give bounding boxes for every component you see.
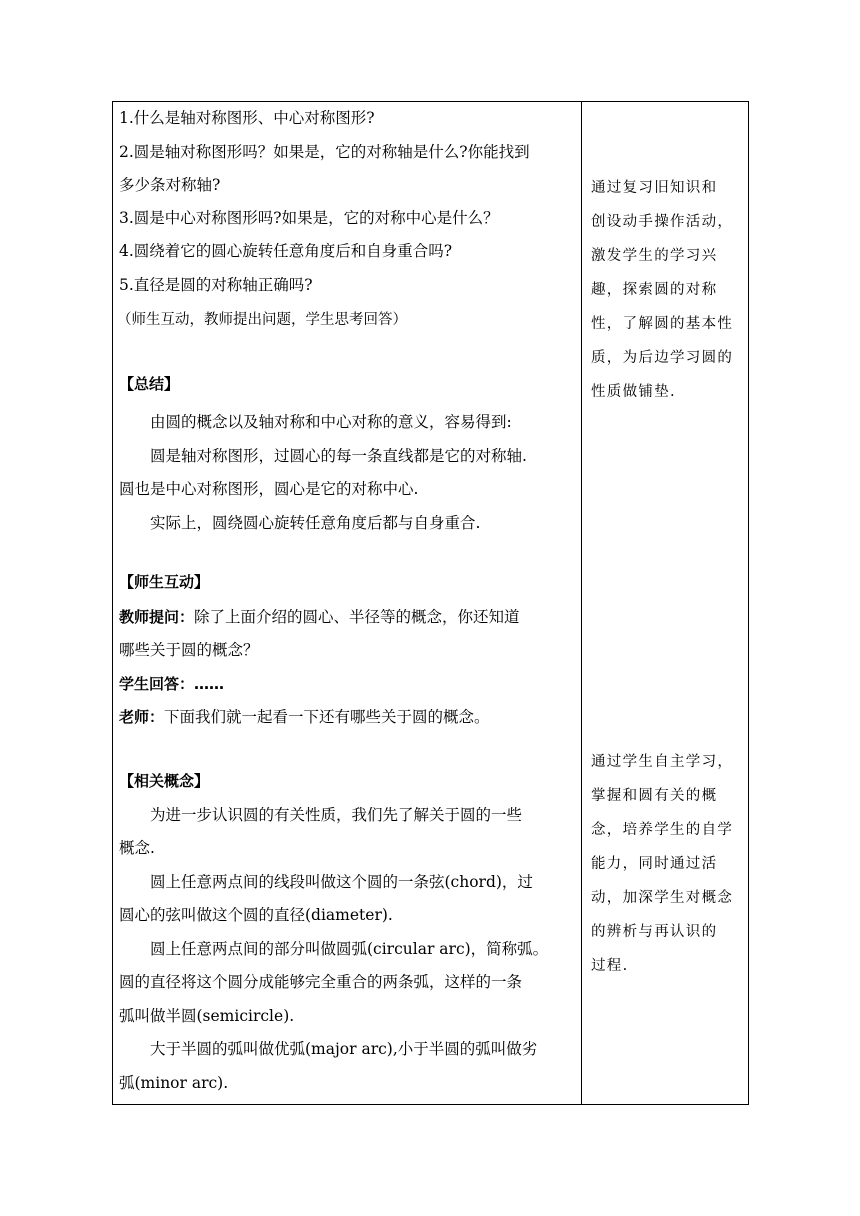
interaction-note: （师生互动，教师提出问题，学生思考回答） — [117, 312, 407, 328]
concepts-line-7: 弧叫做半圆(semicircle). — [119, 1007, 295, 1025]
note2-line-5: 动，加深学生对概念 — [591, 890, 734, 906]
teacher-question-text: 除了上面介绍的圆心、半径等的概念，你还知道 — [194, 608, 520, 626]
student-answer-text: …… — [194, 675, 225, 693]
concepts-line-8: 大于半圆的弧叫做优弧(major arc),小于半圆的弧叫做劣 — [150, 1040, 538, 1058]
question-3: 3.圆是中心对称图形吗?如果是，它的对称中心是什么？ — [119, 209, 499, 227]
summary-line-4: 实际上，圆绕圆心旋转任意角度后都与自身重合. — [150, 514, 481, 532]
interaction-heading: 【师生互动】 — [119, 573, 210, 591]
concepts-line-2: 概念. — [119, 839, 155, 857]
note2-line-1: 通过学生自主学习， — [591, 754, 734, 770]
note1-line-4: 趣，探索圆的对称 — [591, 282, 718, 298]
concepts-line-1: 为进一步认识圆的有关性质，我们先了解关于圆的一些 — [150, 806, 523, 824]
note1-line-5: 性，了解圆的基本性 — [591, 316, 734, 332]
student-answer-label: 学生回答： — [119, 675, 195, 693]
concepts-line-6: 圆的直径将这个圆分成能够完全重合的两条弧，这样的一条 — [119, 973, 523, 991]
note2-line-3: 念，培养学生的自学 — [591, 822, 734, 838]
lesson-table — [112, 101, 749, 1105]
question-4: 4.圆绕着它的圆心旋转任意角度后和自身重合吗? — [119, 242, 453, 260]
teacher-question-label: 教师提问： — [119, 608, 195, 626]
concepts-line-3: 圆上任意两点间的线段叫做这个圆的一条弦(chord)，过 — [150, 873, 533, 891]
concepts-heading: 【相关概念】 — [119, 772, 210, 790]
column-divider — [581, 102, 582, 1104]
note1-line-6: 质，为后边学习圆的 — [591, 350, 734, 366]
concepts-line-9: 弧(minor arc). — [119, 1074, 229, 1092]
note1-line-7: 性质做铺垫. — [591, 384, 676, 400]
summary-line-1: 由圆的概念以及轴对称和中心对称的意义，容易得到: — [150, 413, 512, 431]
student-answer — [119, 674, 224, 694]
note1-line-2: 创设动手操作活动， — [591, 214, 734, 230]
note1-line-3: 激发学生的学习兴 — [591, 248, 718, 264]
question-2: 2.圆是轴对称图形吗？如果是，它的对称轴是什么?你能找到 — [119, 143, 530, 161]
question-5: 5.直径是圆的对称轴正确吗? — [119, 276, 313, 294]
note2-line-7: 过程. — [591, 958, 629, 974]
summary-heading: 【总结】 — [119, 375, 180, 393]
question-1: 1.什么是轴对称图形、中心对称图形? — [119, 109, 375, 127]
note2-line-6: 的辨析与再认识的 — [591, 924, 718, 940]
concepts-line-5: 圆上任意两点间的部分叫做圆弧(circular arc)，简称弧。 — [150, 940, 549, 958]
teacher-statement — [119, 707, 490, 727]
note1-line-1: 通过复习旧知识和 — [591, 180, 718, 196]
note2-line-4: 能力，同时通过活 — [591, 856, 718, 872]
summary-line-2: 圆是轴对称图形，过圆心的每一条直线都是它的对称轴. — [150, 447, 527, 465]
teacher-question-cont: 哪些关于圆的概念？ — [119, 641, 259, 659]
teacher-label: 老师： — [119, 708, 165, 726]
note2-line-2: 掌握和圆有关的概 — [591, 788, 718, 804]
teacher-question — [119, 607, 520, 627]
summary-line-3: 圆也是中心对称图形，圆心是它的对称中心. — [119, 480, 419, 498]
question-2-cont: 多少条对称轴? — [119, 176, 221, 194]
teacher-text: 下面我们就一起看一下还有哪些关于圆的概念。 — [164, 708, 490, 726]
concepts-line-4: 圆心的弦叫做这个圆的直径(diameter). — [119, 906, 393, 924]
